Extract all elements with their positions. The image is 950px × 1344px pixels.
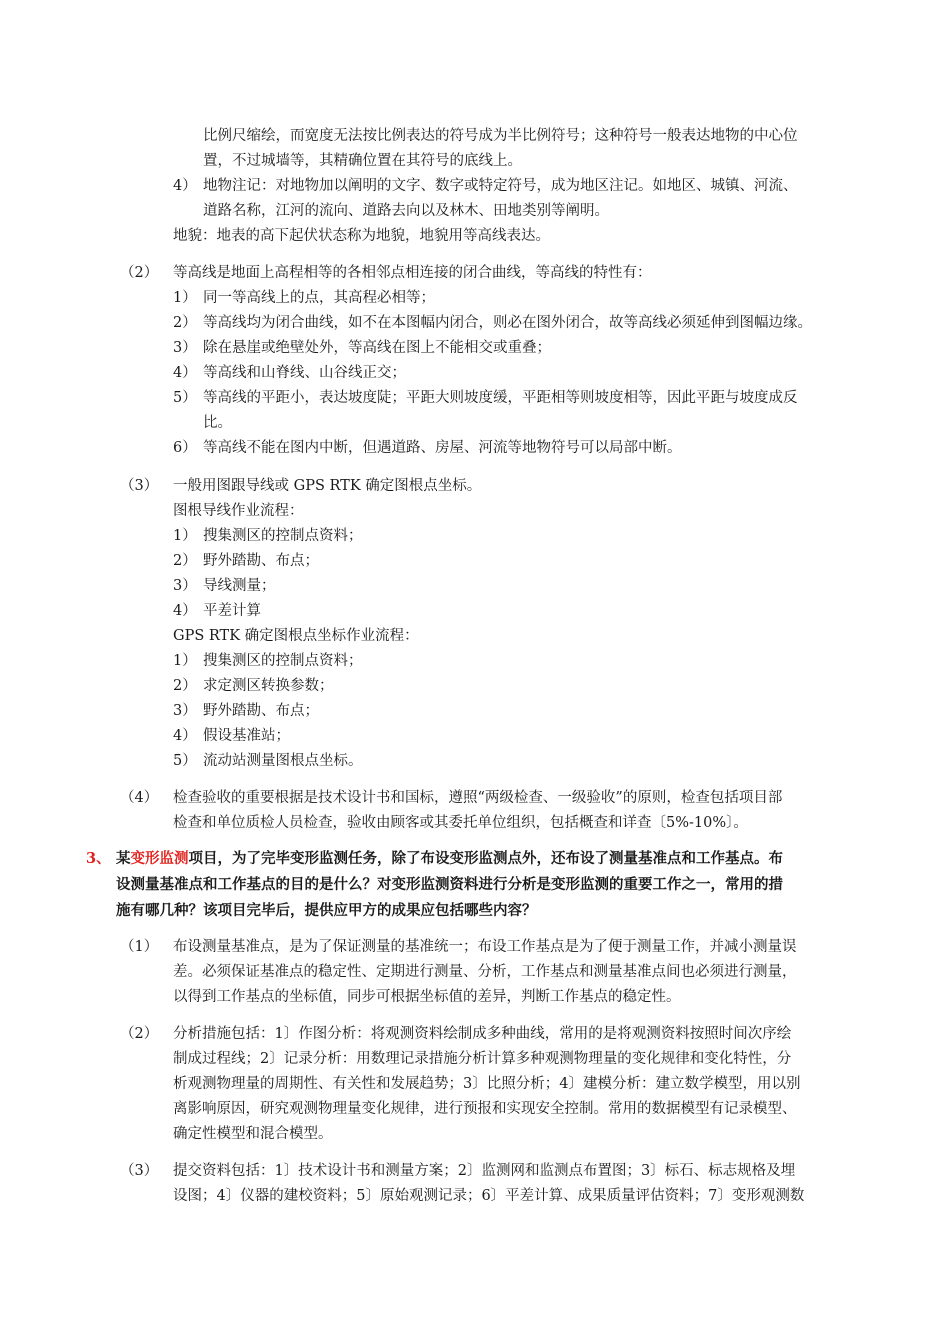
list-item: 等高线的平距小，表达坡度陡；平距大则坡度缓，平距相等则坡度相等，因此平距与坡度成反 (203, 390, 798, 406)
list-item: 假设基准站； (203, 728, 290, 744)
subheading: 图根导线作业流程： (173, 503, 304, 519)
question-line: 施有哪几种？该项目完毕后，提供应甲方的成果应包括哪些内容？ (116, 902, 537, 919)
subheading: GPS RTK 确定图根点坐标作业流程： (173, 628, 419, 644)
paragraph-line: 布设测量基准点，是为了保证测量的基准统一；布设工作基点是为了便于测量工作，并减小测量误 (173, 939, 797, 955)
paragraph-line: 等高线是地面上高程相等的各相邻点相连接的闭合曲线，等高线的特性有： (173, 265, 652, 281)
list-item: 等高线和山脊线、山谷线正交； (203, 365, 406, 381)
list-item: 除在悬崖或绝壁处外，等高线在图上不能相交或重叠； (203, 340, 551, 356)
paragraph-line: 设图；4〕仪器的建校资料；5〕原始观测记录；6〕平差计算、成果质量评估资料；7〕变形观测数 (173, 1188, 805, 1204)
question-keyword: 变形监测 (130, 850, 189, 867)
paragraph-line: 以得到工作基点的坐标值，同步可根据坐标值的差异，判断工作基点的稳定性。 (173, 989, 681, 1005)
list-item: 搜集测区的控制点资料； (203, 528, 363, 544)
list-number: 2） (173, 315, 197, 331)
question-text: 某 (116, 850, 131, 867)
list-item: 野外踏勘、布点； (203, 703, 319, 719)
paragraph-line: 离影响原因，研究观测物理量变化规律，进行预报和实现安全控制。常用的数据模型有记录模型、 (173, 1101, 797, 1117)
list-item: 等高线不能在图内中断，但遇道路、房屋、河流等地物符号可以局部中断。 (203, 440, 682, 456)
list-number: 4） (173, 178, 197, 194)
list-item: 平差计算 (203, 603, 261, 619)
list-number: 2） (173, 678, 197, 694)
paragraph-line: 提交资料包括：1〕技术设计书和测量方案；2〕监测网和监测点布置图；3〕标石、标志规格及埋 (173, 1163, 796, 1179)
question-line: 设测量基准点和工作基点的目的是什么？对变形监测资料进行分析是变形监测的重要工作之一，常用的措 (116, 876, 783, 893)
paragraph-line: 置，不过城墙等，其精确位置在其符号的底线上。 (203, 153, 522, 169)
paragraph-line: 地物注记：对地物加以阐明的文字、数字或特定符号，成为地区注记。如地区、城镇、河流、 (203, 178, 798, 194)
list-number: 5） (173, 753, 197, 769)
list-item: 野外踏勘、布点； (203, 553, 319, 569)
section-number: （4） (120, 790, 159, 806)
list-item: 流动站测量图根点坐标。 (203, 753, 363, 769)
paragraph-line: 一般用图跟导线或 GPS RTK 确定图根点坐标。 (173, 478, 482, 494)
paragraph-line: 比例尺缩绘，而宽度无法按比例表达的符号成为半比例符号；这种符号一般表达地物的中心位 (203, 128, 798, 144)
question-text: 项目，为了完毕变形监测任务，除了布设变形监测点外，还布设了测量基准点和工作基点。布 (188, 850, 783, 867)
list-item: 导线测量； (203, 578, 276, 594)
section-number: （1） (120, 939, 159, 955)
list-number: 1） (173, 290, 197, 306)
list-item: 搜集测区的控制点资料； (203, 653, 363, 669)
list-number: 3） (173, 340, 197, 356)
list-item: 等高线均为闭合曲线，如不在本图幅内闭合，则必在图外闭合，故等高线必须延伸到图幅边缘。 (203, 315, 812, 331)
list-number: 1） (173, 528, 197, 544)
list-number: 3） (173, 578, 197, 594)
section-number: （3） (120, 478, 159, 494)
paragraph-line: 地貌：地表的高下起伏状态称为地貌，地貌用等高线表达。 (173, 228, 550, 244)
list-number: 2） (173, 553, 197, 569)
paragraph-line: 检查验收的重要根据是技术设计书和国标，遵照“两级检查、一级验收”的原则，检查包括项目部 (173, 790, 783, 806)
list-number: 1） (173, 653, 197, 669)
section-number: （2） (120, 1026, 159, 1042)
question-number: 3、 (86, 850, 111, 867)
paragraph-line: 确定性模型和混合模型。 (173, 1126, 333, 1142)
list-item: 比。 (203, 415, 232, 431)
paragraph-line: 道路名称，江河的流向、道路去向以及林木、田地类别等阐明。 (203, 203, 609, 219)
list-number: 4） (173, 603, 197, 619)
list-number: 6） (173, 440, 197, 456)
paragraph-line: 析观测物理量的周期性、有关性和发展趋势；3〕比照分析；4〕建模分析：建立数学模型，用以别 (173, 1076, 801, 1092)
list-item: 同一等高线上的点，其高程必相等； (203, 290, 435, 306)
list-item: 求定测区转换参数； (203, 678, 334, 694)
paragraph-line: 制成过程线；2〕记录分析：用数理记录措施分析计算多种观测物理量的变化规律和变化特性，分 (173, 1051, 792, 1067)
list-number: 5） (173, 390, 197, 406)
question-line (116, 849, 783, 869)
list-number: 4） (173, 728, 197, 744)
paragraph-line: 差。必须保证基准点的稳定性、定期进行测量、分析，工作基点和测量基准点间也必须进行测量， (173, 964, 797, 980)
paragraph-line: 检查和单位质检人员检查，验收由顾客或其委托单位组织，包括概查和详查〔5%-10%〕。 (173, 815, 748, 831)
list-number: 3） (173, 703, 197, 719)
section-number: （3） (120, 1163, 159, 1179)
section-number: （2） (120, 265, 159, 281)
list-number: 4） (173, 365, 197, 381)
paragraph-line: 分析措施包括：1〕作图分析：将观测资料绘制成多种曲线，常用的是将观测资料按照时间次序绘 (173, 1026, 792, 1042)
